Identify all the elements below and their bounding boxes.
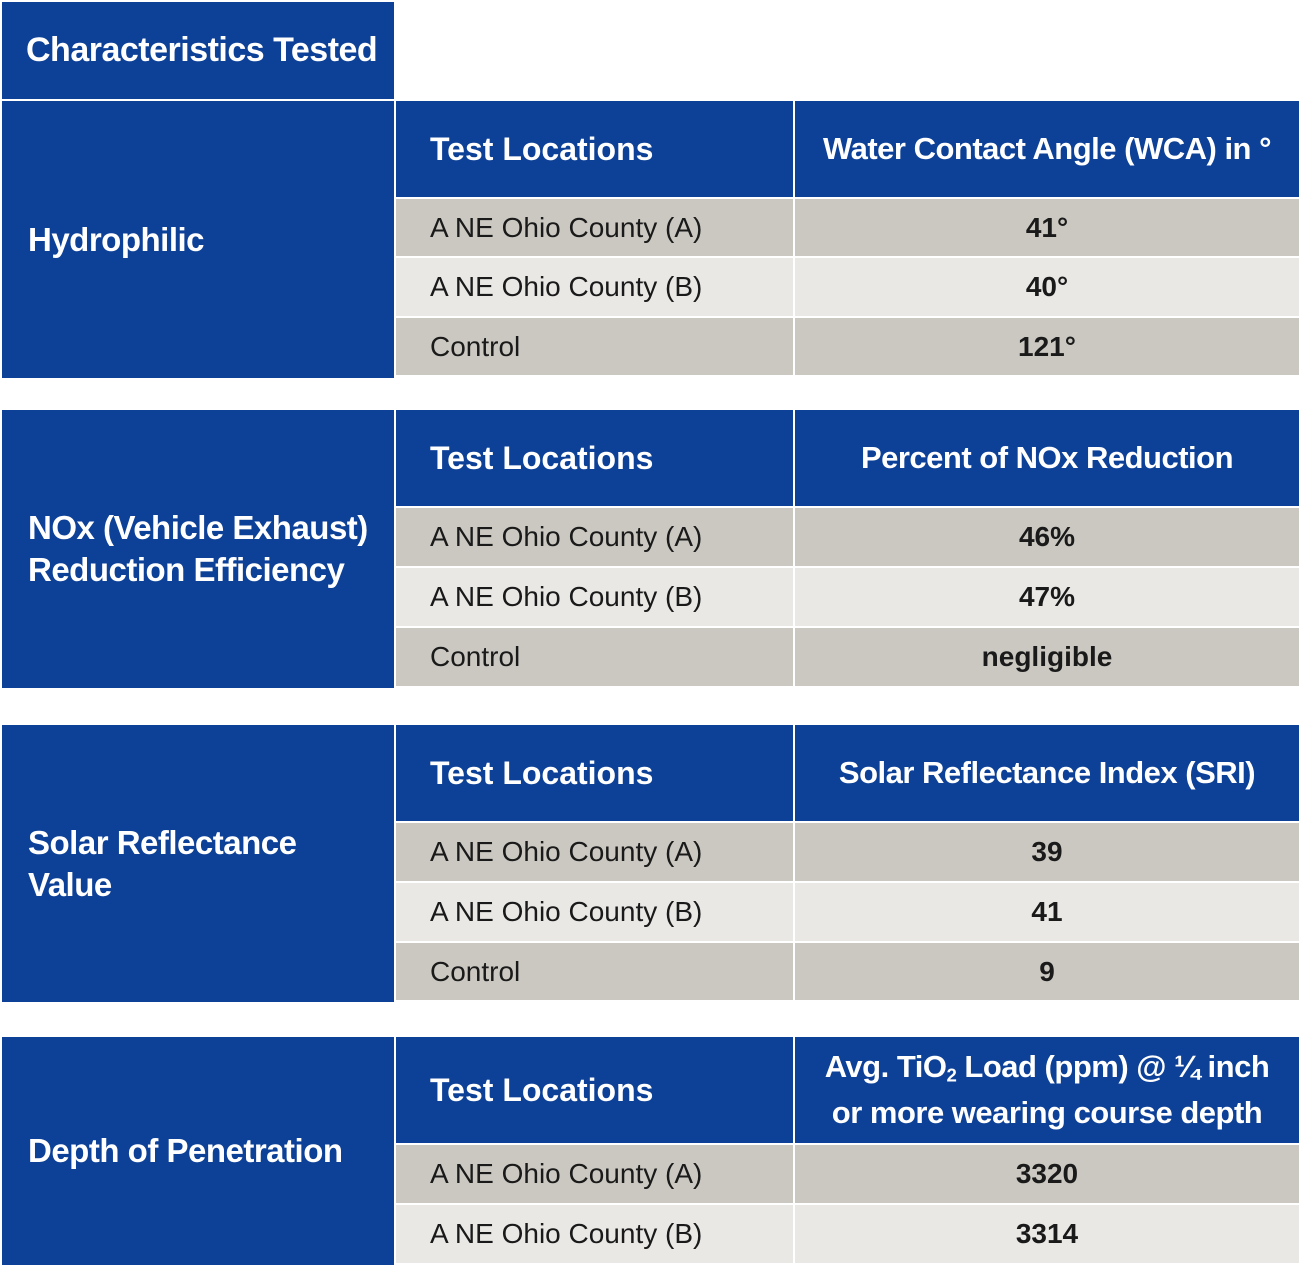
subscript-two: 2 <box>946 1064 957 1086</box>
header-text-part2: Load (ppm) @ ¼ inch or more wearing course depth <box>831 1048 1270 1131</box>
value-cell: 41° <box>795 199 1299 256</box>
section-nox-reduction <box>2 410 1299 688</box>
location-cell: A NE Ohio County (B) <box>396 568 793 626</box>
table-row <box>396 318 1299 375</box>
location-cell: Control <box>396 943 793 1000</box>
location-cell: A NE Ohio County (A) <box>396 1145 793 1203</box>
column-header-location: Test Locations <box>396 101 793 197</box>
section-grid <box>396 410 1299 688</box>
location-cell: A NE Ohio County (A) <box>396 199 793 256</box>
location-cell: A NE Ohio County (A) <box>396 508 793 566</box>
column-header-value: Solar Reflectance Index (SRI) <box>795 725 1299 821</box>
section-grid <box>396 1037 1299 1265</box>
column-header-row <box>396 725 1299 821</box>
location-cell: A NE Ohio County (A) <box>396 823 793 881</box>
table-row <box>396 883 1299 941</box>
location-cell: A NE Ohio County (B) <box>396 883 793 941</box>
table-row <box>396 508 1299 566</box>
value-cell: 39 <box>795 823 1299 881</box>
value-cell: 3314 <box>795 1205 1299 1263</box>
section-label: Hydrophilic <box>2 101 394 378</box>
section-solar-reflectance <box>2 725 1299 1002</box>
table-row <box>396 628 1299 686</box>
table-row <box>396 568 1299 626</box>
table-row <box>396 258 1299 316</box>
section-hydrophilic <box>2 101 1299 378</box>
section-grid <box>396 725 1299 1002</box>
section-grid <box>396 101 1299 378</box>
column-header-row <box>396 410 1299 506</box>
location-cell: Control <box>396 628 793 686</box>
column-header-value <box>795 1037 1299 1143</box>
location-cell: Control <box>396 318 793 375</box>
table-row <box>396 1145 1299 1203</box>
table-title: Characteristics Tested <box>2 2 394 99</box>
section-label: NOx (Vehicle Exhaust) Reduction Efficiency <box>2 410 394 688</box>
header-text-part1: Avg. TiO <box>824 1048 947 1084</box>
column-header-location: Test Locations <box>396 725 793 821</box>
location-cell: A NE Ohio County (B) <box>396 258 793 316</box>
column-header-row <box>396 101 1299 197</box>
value-cell: negligible <box>795 628 1299 686</box>
location-cell: A NE Ohio County (B) <box>396 1205 793 1263</box>
value-cell: 9 <box>795 943 1299 1000</box>
table-row <box>396 199 1299 256</box>
column-header-value: Water Contact Angle (WCA) in ° <box>795 101 1299 197</box>
section-depth-of-penetration <box>2 1037 1299 1265</box>
table-row <box>396 1205 1299 1263</box>
table-row <box>396 943 1299 1000</box>
column-header-value: Percent of NOx Reduction <box>795 410 1299 506</box>
value-cell: 47% <box>795 568 1299 626</box>
value-cell: 3320 <box>795 1145 1299 1203</box>
column-header-location: Test Locations <box>396 410 793 506</box>
column-header-row <box>396 1037 1299 1143</box>
value-cell: 40° <box>795 258 1299 316</box>
section-label: Depth of Penetration <box>2 1037 394 1265</box>
column-header-location: Test Locations <box>396 1037 793 1143</box>
value-cell: 41 <box>795 883 1299 941</box>
value-cell: 121° <box>795 318 1299 375</box>
value-cell: 46% <box>795 508 1299 566</box>
table-row <box>396 823 1299 881</box>
section-label: Solar Reflectance Value <box>2 725 394 1002</box>
